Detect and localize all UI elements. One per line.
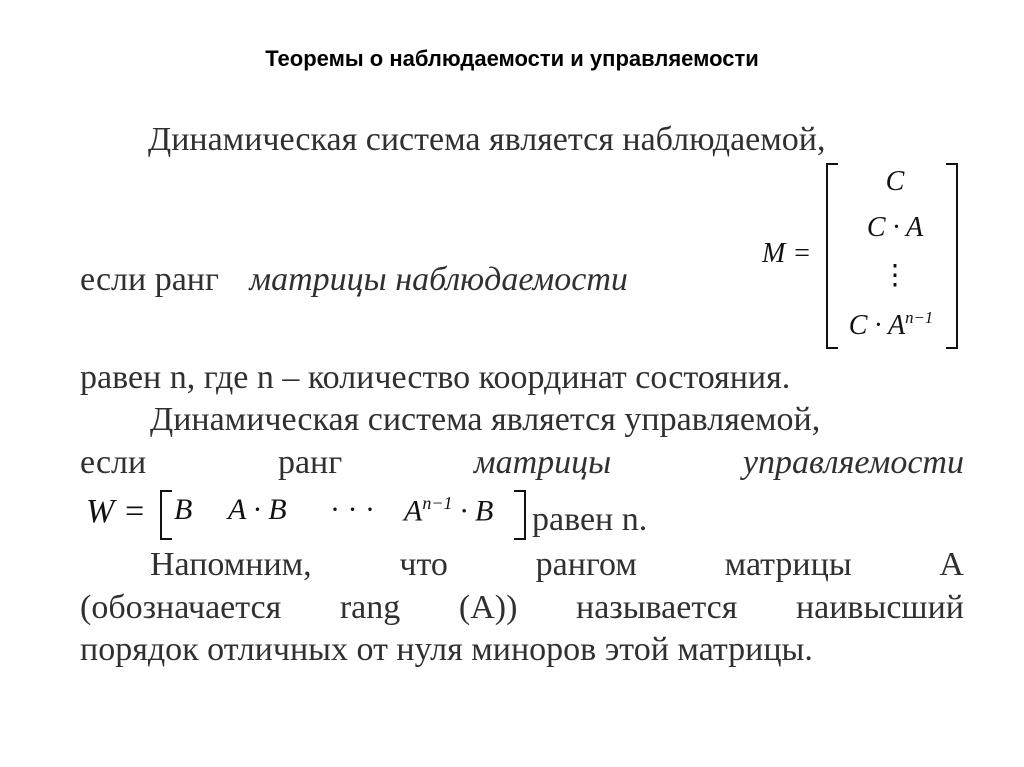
matrix-w-cell-2: A · B	[228, 493, 287, 526]
matrix-w-left-bracket	[160, 490, 172, 540]
paragraph-line-9: порядок отличных от нуля миноров этой матрицы.	[80, 631, 813, 668]
matrix-w-cell-4: $A^{n-1} \cdot B$	[404, 493, 494, 528]
word-highest: наивысший	[795, 589, 964, 626]
word-controllability: управляемости	[742, 444, 964, 481]
word-called: называется	[576, 589, 738, 626]
word-rank-by: рангом	[535, 546, 637, 583]
word-that: что	[399, 546, 448, 583]
matrix-w-label: W =	[86, 493, 146, 530]
word-a: А	[939, 546, 964, 583]
paragraph-line-5	[80, 443, 964, 483]
word-a-paren: (A))	[458, 589, 518, 626]
word-if: если	[80, 444, 147, 481]
paragraph-line-8	[80, 588, 964, 628]
word-matrix: матрицы	[473, 444, 612, 481]
text-if-rank: если ранг	[80, 261, 219, 298]
matrix-m-row-1: C	[885, 166, 905, 197]
matrix-w-cell-3: · · ·	[330, 493, 375, 526]
matrix-m-row-3: ⋮	[881, 260, 909, 291]
word-denoted: (обозначается	[80, 589, 282, 626]
matrix-m-row-2: C · A	[866, 212, 924, 243]
slide-title: Теоремы о наблюдаемости и управляемости	[265, 46, 759, 71]
matrix-w-right-bracket	[514, 490, 526, 540]
word-rank: ранг	[277, 444, 343, 481]
word-recall: Напомним,	[150, 546, 312, 583]
paragraph-line-4: Динамическая система является управляемой,	[150, 401, 821, 438]
matrix-m-row-4: $C \cdot A^{n-1}$	[848, 308, 934, 341]
paragraph-line-6-suffix: равен n.	[532, 501, 648, 538]
word-matrix-a: матрицы	[724, 546, 852, 583]
paragraph-line-1: Динамическая система является наблюдаемой,	[148, 121, 826, 158]
text-observability-matrix: матрицы наблюдаемости	[249, 261, 628, 298]
matrix-w-cell-1: B	[174, 493, 193, 526]
paragraph-line-7	[80, 545, 964, 585]
word-rang: rang	[339, 589, 401, 626]
paragraph-line-3: равен n, где n – количество координат состояния.	[80, 359, 791, 396]
matrix-m-label: M =	[762, 238, 812, 269]
